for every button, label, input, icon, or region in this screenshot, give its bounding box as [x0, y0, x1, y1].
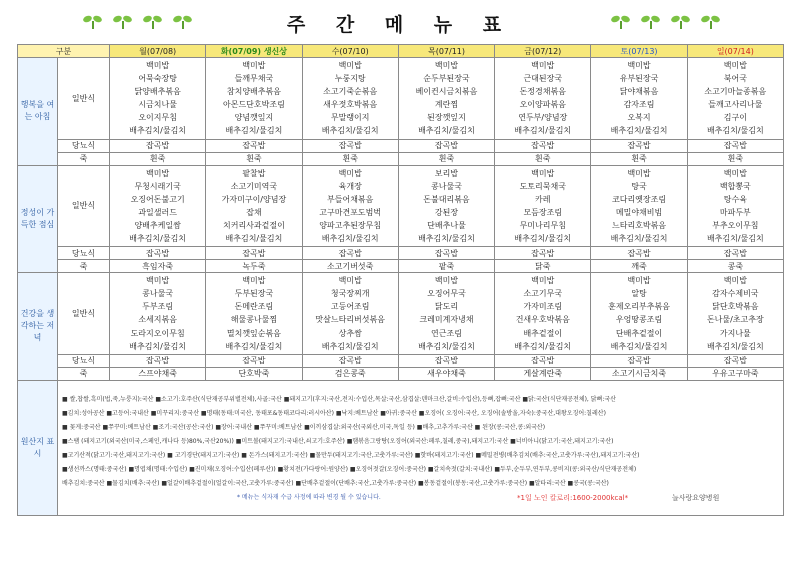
general-meal-label: 일반식 [58, 58, 110, 140]
day-header-sat: 토(07/13) [591, 45, 687, 58]
menu-item: 김구이 [723, 113, 747, 123]
menu-item: 배추김치/물김치 [225, 126, 283, 136]
menu-item: 과일샐러드 [138, 207, 177, 217]
origin-line: ■ 쌀,찹쌀,흑미(법,죽,누룽지):국산 ■소고기:호주산(식단재공부위별전체),사골:국산 ■돼지고기(후지:국산,전지:수입산,목살:국산,삼겹살:덴마크산,갈비:수입산),등뼈,잡뼈:국산 ■닭:국산(식단재공전체), 닭뼈:국산 [62, 395, 616, 403]
day-menu-cell [206, 165, 302, 247]
day-menu-cell [591, 58, 687, 140]
menu-item: 연근조림 [431, 328, 462, 338]
meal-section-label: 행복을 여는 아침 [18, 58, 58, 166]
menu-item: 배추김치/물김치 [225, 234, 283, 244]
menu-item: 잡채 [246, 207, 262, 217]
porridge-menu-cell: 흰죽 [687, 152, 783, 165]
diabetic-menu-cell: 잡곡밥 [398, 247, 494, 260]
menu-item: 소고기마늘종볶음 [704, 87, 767, 97]
diabetic-menu-cell: 잡곡밥 [398, 139, 494, 152]
porridge-menu-cell: 흰죽 [591, 152, 687, 165]
menu-item: 코다리옛장조림 [611, 194, 667, 204]
menu-item: 근대된장국 [523, 74, 563, 84]
menu-item: 배추김치/물김치 [321, 126, 379, 136]
diabetic-meal-label: 당뇨식 [58, 139, 110, 152]
diabetic-meal-row [18, 354, 784, 367]
menu-item: 배추김치/물김치 [706, 234, 764, 244]
sprout-icon [640, 16, 662, 30]
day-menu-cell [591, 273, 687, 355]
menu-item: 오이지무침 [138, 113, 177, 123]
menu-item: 도토리묵채국 [519, 181, 566, 191]
menu-item: 고구마견포도범벅 [319, 207, 382, 217]
porridge-menu-cell: 우유고구마죽 [687, 367, 783, 380]
menu-item: 배추김치/물김치 [418, 126, 475, 136]
menu-item: 백미밥 [627, 276, 651, 286]
menu-item: 감자수제비국 [712, 289, 759, 299]
porridge-menu-cell: 깨죽 [591, 260, 687, 273]
menu-item: 무미나리무침 [519, 220, 566, 230]
menu-item: 육개장 [338, 181, 362, 191]
menu-item: 베이컨시금치볶음 [415, 87, 478, 97]
menu-item: 우엉땅콩조림 [615, 315, 663, 325]
menu-item: 돈메란조림 [234, 302, 274, 312]
origin-notes [58, 380, 784, 515]
menu-item: 닭양배추볶음 [134, 87, 181, 97]
menu-item: 참치양배추볶음 [226, 87, 281, 97]
menu-item: 소고기죽순볶음 [323, 87, 378, 97]
menu-item: 배추김치/물김치 [706, 126, 764, 136]
menu-item: 백미밥 [531, 168, 555, 178]
day-menu-cell [687, 165, 783, 247]
menu-item: 부들어채볶음 [327, 194, 374, 204]
diabetic-menu-cell: 잡곡밥 [302, 139, 398, 152]
menu-item: 단배추겉절이 [615, 328, 663, 338]
diabetic-menu-cell: 잡곡밥 [591, 139, 687, 152]
origin-line: 배추김치:중국산 ■물김치(배추:국산) ■얼갈이배추겉절이(얼갈이:국산,고춧가루:중국산) ■단배추겉절이(단배추:국산,고춧가루:중국산) ■봉동겉절이(봉동:국산,고춧가루:중국산) ■알타리:국산 ■콩국(콩:국산) [62, 479, 609, 487]
menu-item: 양념깻잎지 [234, 113, 274, 123]
menu-item: 닭도리 [434, 302, 459, 312]
menu-item: 가자미조림 [523, 302, 563, 312]
menu-item: 콩나물국 [431, 181, 462, 191]
porridge-menu-cell: 흰죽 [302, 152, 398, 165]
origin-line: ■스팸 (돼지고기(외국산(미국,스페인,캐나다 등)80%,국산20%)) ■미트볼(돼지고기:국내산,쇠고기:호주산) ■햄볶음그랑탕(오징어(외국산:페루,칠레,중국),돼지고기:국산 ■너비아니(닭고기:국산,돼지고기:국산) [62, 437, 614, 445]
general-meal-row [18, 165, 784, 247]
diabetic-menu-cell: 잡곡밥 [206, 354, 302, 367]
menu-item: 크레미계자냉채 [419, 315, 474, 325]
general-meal-row [18, 273, 784, 355]
menu-item: 양배추케일쌈 [134, 220, 181, 230]
sprout-icon [670, 16, 692, 30]
menu-item: 백미밥 [627, 168, 651, 178]
menu-item: 소세지볶음 [138, 315, 177, 325]
day-header-wed: 수(07/10) [302, 45, 398, 58]
porridge-menu-cell: 새우야채죽 [398, 367, 494, 380]
day-menu-cell [398, 58, 494, 140]
day-header-tue: 화(07/09) 생신상 [206, 45, 302, 58]
origin-row [18, 380, 784, 515]
menu-item: 백미밥 [242, 61, 266, 70]
menu-item: 백미밥 [242, 276, 266, 286]
menu-item: 강된장 [434, 207, 459, 217]
porridge-meal-label: 죽 [58, 367, 110, 380]
menu-item: 시금치나물 [138, 100, 177, 110]
menu-item: 백미밥 [146, 168, 170, 178]
menu-item: 양파고추된장무침 [319, 220, 382, 230]
menu-item: 알탕 [631, 289, 647, 299]
menu-item: 팥찰밥 [242, 168, 266, 178]
menu-item: 두부된장국 [234, 289, 274, 299]
diabetic-menu-cell: 잡곡밥 [302, 354, 398, 367]
menu-item: 맛살느타리버섯볶음 [315, 315, 385, 325]
menu-item: 소고기무국 [523, 289, 563, 299]
general-meal-row [18, 58, 784, 140]
menu-item: 백미밥 [434, 61, 459, 70]
menu-item: 순두부된장국 [423, 74, 470, 84]
day-menu-cell [495, 58, 591, 140]
porridge-menu-cell: 스프야채죽 [110, 367, 206, 380]
day-menu-cell [110, 165, 206, 247]
menu-item: 유부된장국 [619, 74, 659, 84]
day-menu-cell [398, 165, 494, 247]
menu-item: 무청시래기국 [134, 181, 181, 191]
weekly-menu-table [17, 44, 784, 516]
general-meal-label: 일반식 [58, 165, 110, 247]
menu-item: 백합뽕국 [719, 181, 751, 191]
general-meal-label: 일반식 [58, 273, 110, 355]
diabetic-menu-cell: 잡곡밥 [398, 354, 494, 367]
menu-item: 배추김치/물김치 [610, 341, 668, 351]
menu-item: 메밀야채비빔 [615, 207, 663, 217]
day-menu-cell [495, 273, 591, 355]
diabetic-meal-label: 당뇨식 [58, 354, 110, 367]
origin-line: ■김치:성아공산 ■고등어:국내산 ■미꾸리지:중국산 ■명태(동태:미국산, 동태포&동태코다리:러시아산) ■낙지:베트남산 ■아귀:중국산 ■오징어( 오징어:국산, 오징어(솔방울,자숙):중국산,대왕오징어:칠레산) [62, 409, 606, 417]
day-header-sun: 일(07/14) [687, 45, 783, 58]
day-menu-cell [206, 273, 302, 355]
day-header-fri: 금(07/12) [495, 45, 591, 58]
day-header-mon: 월(07/08) [110, 45, 206, 58]
menu-item: 돈정경채볶음 [519, 87, 566, 97]
menu-item: 배추김치/물김치 [129, 341, 187, 351]
hospital-name: 늘사랑요양병원 [672, 493, 720, 502]
menu-item: 들깨고사리나물 [708, 100, 763, 110]
menu-item: 배추김치/물김치 [514, 234, 572, 244]
menu-item: 단배추나물 [427, 220, 466, 230]
menu-item: 오복지 [627, 113, 651, 123]
title-bar [0, 0, 800, 44]
menu-item: 북어국 [723, 74, 747, 84]
diabetic-menu-cell: 잡곡밥 [687, 139, 783, 152]
diabetic-menu-cell: 잡곡밥 [110, 139, 206, 152]
day-menu-cell [302, 58, 398, 140]
porridge-menu-cell: 소고기버섯죽 [302, 260, 398, 273]
menu-item: 배추김치/물김치 [418, 341, 475, 351]
menu-item: 가자미구이/양념장 [221, 194, 287, 204]
menu-item: 배추김치/물김치 [321, 234, 379, 244]
menu-item: 느타리호박볶음 [611, 220, 667, 230]
origin-line: ■ 꽃게:중국산 ■쭈꾸미:베트남산 ■조기:국산(공산:국산) ■장어:국내산 ■쭈꾸미:베트남산 ■이끼삼겹살:외국산(국외산,미국,독일 등) ■배추,고추가루:국산 ■ 된장(콩:국산,콩:외국산) [62, 423, 546, 431]
menu-item: 오징어돈불고기 [130, 194, 185, 204]
porridge-menu-cell: 흰죽 [495, 152, 591, 165]
menu-item: 아몬드단호박조림 [223, 100, 285, 110]
origin-label: 원산지 표시 [18, 380, 58, 515]
day-menu-cell [110, 58, 206, 140]
diabetic-meal-row [18, 247, 784, 260]
diabetic-menu-cell: 잡곡밥 [206, 139, 302, 152]
porridge-meal-label: 죽 [58, 152, 110, 165]
diabetic-meal-row [18, 139, 784, 152]
page-title: 주 간 메 뉴 표 [286, 14, 514, 36]
day-menu-cell [302, 165, 398, 247]
menu-item: 배추김치/물김치 [129, 234, 187, 244]
menu-item: 배추김치/물김치 [418, 234, 475, 244]
menu-item: 보리밥 [434, 168, 459, 178]
day-menu-cell [687, 273, 783, 355]
menu-item: 배추김치/물김치 [514, 126, 572, 136]
menu-item: 멸치깻잎순볶음 [226, 328, 281, 338]
menu-item: 백미밥 [531, 276, 555, 286]
menu-item: 훈제오리부추볶음 [608, 302, 670, 312]
menu-item: 새우젓호박볶음 [323, 100, 378, 110]
diabetic-menu-cell: 잡곡밥 [687, 354, 783, 367]
diabetic-menu-cell: 잡곡밥 [495, 247, 591, 260]
menu-item: 백미밥 [723, 168, 747, 178]
porridge-menu-cell: 녹두죽 [206, 260, 302, 273]
origin-line: ■생선까스(명태:중국산) ■명엽채(명태:수입산) ■진미채(오징어:수입산(페루산)) ■황치전(가다랑어:원양산) ■오징어젓갈(오징어:중국산) ■갈치속젓(갈치:국내산) ■두부,순두부,연두부,콩비지(콩:외국산/식단재공전체) [62, 465, 637, 473]
porridge-menu-cell: 흰죽 [206, 152, 302, 165]
diabetic-menu-cell: 잡곡밥 [206, 247, 302, 260]
day-menu-cell [398, 273, 494, 355]
diabetic-menu-cell: 잡곡밥 [495, 354, 591, 367]
menu-item: 오이양파볶음 [519, 100, 566, 110]
menu-item: 백미밥 [723, 276, 747, 286]
menu-item: 감자조림 [623, 100, 655, 110]
porridge-menu-cell: 흰죽 [110, 152, 206, 165]
menu-item: 된장깻잎지 [427, 113, 466, 123]
porridge-menu-cell: 흰죽 [398, 152, 494, 165]
menu-item: 돈나물/초고추장 [706, 315, 764, 325]
menu-item: 청국장찌개 [330, 289, 370, 299]
menu-item: 배추김치/물김치 [225, 341, 283, 351]
menu-item: 배추김치/물김치 [610, 126, 668, 136]
category-header: 구분 [18, 45, 110, 58]
menu-item: 배추김치/물김치 [706, 341, 764, 351]
menu-item: 상추쌈 [338, 328, 362, 338]
menu-item: 소고기미역국 [230, 181, 278, 191]
menu-item: 가지나물 [719, 328, 751, 338]
menu-item: 배추겉절이 [523, 328, 563, 338]
porridge-meal-row [18, 152, 784, 165]
day-menu-cell [110, 273, 206, 355]
menu-item: 어묵숙장탕 [138, 74, 177, 84]
diabetic-menu-cell: 잡곡밥 [302, 247, 398, 260]
diabetic-menu-cell: 잡곡밥 [110, 354, 206, 367]
menu-item: 해물콩나물찜 [230, 315, 278, 325]
menu-item: 백미밥 [723, 61, 747, 70]
porridge-menu-cell: 흑임자죽 [110, 260, 206, 273]
porridge-menu-cell: 팥죽 [398, 260, 494, 273]
menu-item: 백미밥 [627, 61, 651, 70]
origin-line: ■고기산적(닭고기:국산,돼지고기:국산) ■ 고기경단(돼지고기:국산) ■ 돈가스(돼지고기:국산) ■물만두(돼지고기:국산,고춧가루:국산) ■핫바(돼지고기:국산) ■메밀전병(배추김치(배추:국산,고춧가루:국산),돼지고기:국산) [62, 451, 640, 459]
day-header-thu: 목(07/11) [398, 45, 494, 58]
diabetic-meal-label: 당뇨식 [58, 247, 110, 260]
menu-item: 백미밥 [338, 168, 362, 178]
menu-item: 모듬장조림 [523, 207, 563, 217]
menu-item: 탕국 [631, 181, 647, 191]
porridge-meal-label: 죽 [58, 260, 110, 273]
menu-item: 배추김치/물김치 [514, 341, 572, 351]
day-menu-cell [206, 58, 302, 140]
menu-item: 닭야채볶음 [619, 87, 659, 97]
porridge-menu-cell: 단호박죽 [206, 367, 302, 380]
menu-item: 무말랭이지 [330, 113, 370, 123]
diabetic-menu-cell: 잡곡밥 [110, 247, 206, 260]
menu-item: 들깨무채국 [234, 74, 274, 84]
menu-item: 계란찜 [434, 100, 459, 110]
menu-item: 건새우호박볶음 [515, 315, 570, 325]
meal-section-label: 정성이 가득한 점심 [18, 165, 58, 273]
menu-item: 배추김치/물김치 [321, 341, 379, 351]
header-row [18, 45, 784, 58]
sprout-icon [700, 16, 722, 30]
menu-item: 두부조림 [142, 302, 174, 312]
meal-section-label: 건강을 생각하는 저녁 [18, 273, 58, 381]
porridge-menu-cell: 게살계란죽 [495, 367, 591, 380]
menu-item: 백미밥 [531, 61, 555, 70]
menu-item: 오징어무국 [427, 289, 466, 299]
menu-item: 백미밥 [146, 276, 170, 286]
menu-item: 배추김치/물김치 [129, 126, 187, 136]
porridge-menu-cell: 닭죽 [495, 260, 591, 273]
menu-item: 누룽지탕 [334, 74, 366, 84]
menu-item: 부추오이무침 [712, 220, 759, 230]
sprout-icon [610, 16, 632, 30]
day-menu-cell [687, 58, 783, 140]
porridge-meal-row [18, 260, 784, 273]
menu-item: 마파두부 [719, 207, 751, 217]
footer [62, 491, 779, 503]
menu-item: 치커리사과겉절이 [223, 220, 285, 230]
menu-item: 돈불대리볶음 [423, 194, 470, 204]
menu-item: 배추김치/물김치 [610, 234, 668, 244]
day-menu-cell [302, 273, 398, 355]
menu-item: 백미밥 [434, 276, 459, 286]
day-menu-cell [495, 165, 591, 247]
diabetic-menu-cell: 잡곡밥 [495, 139, 591, 152]
menu-item: 탕수육 [723, 194, 747, 204]
day-menu-cell [591, 165, 687, 247]
porridge-menu-cell: 소고기시금치죽 [591, 367, 687, 380]
porridge-menu-cell: 검은콩죽 [302, 367, 398, 380]
menu-item: 카레 [535, 194, 551, 204]
diabetic-menu-cell: 잡곡밥 [591, 354, 687, 367]
menu-item: 백미밥 [338, 61, 362, 70]
diabetic-menu-cell: 잡곡밥 [687, 247, 783, 260]
menu-change-notice: * 메뉴는 식자재 수급 사정에 따라 변경 될 수 있습니다. [237, 493, 381, 501]
menu-item: 도라지오이무침 [130, 328, 185, 338]
calorie-note: *1일 노인 칼로리:1600-2000kcal* [517, 493, 629, 502]
menu-item: 백미밥 [338, 276, 362, 286]
porridge-menu-cell: 콩죽 [687, 260, 783, 273]
menu-item: 닭단호박볶음 [712, 302, 759, 312]
menu-item: 연두부/양념장 [518, 113, 568, 123]
porridge-meal-row [18, 367, 784, 380]
menu-item: 백미밥 [146, 61, 170, 70]
diabetic-menu-cell: 잡곡밥 [591, 247, 687, 260]
menu-item: 고등어조림 [330, 302, 370, 312]
menu-item: 콩나물국 [142, 289, 174, 299]
